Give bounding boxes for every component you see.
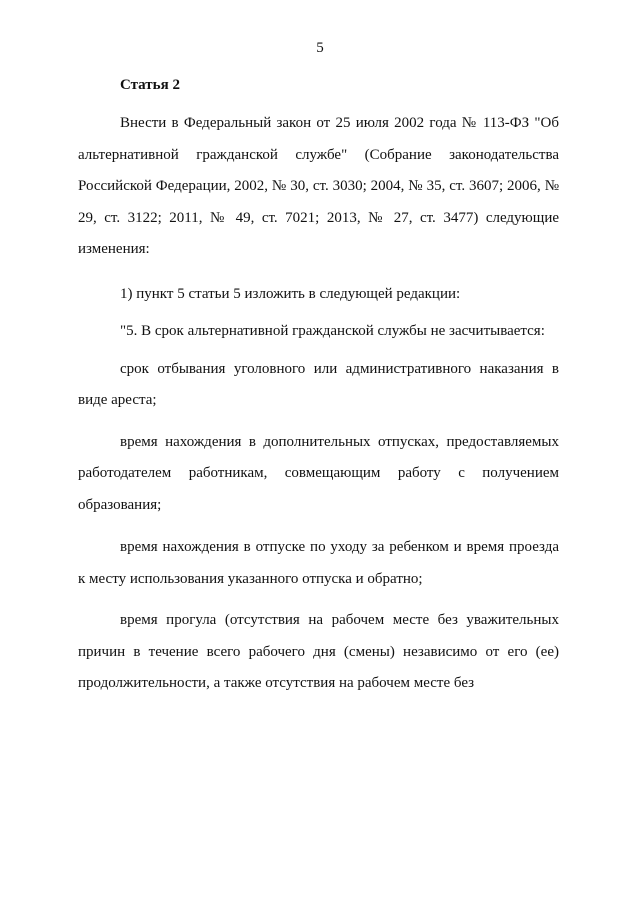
paragraph-clause-5: "5. В срок альтернативной гражданской службы не засчитывается:	[120, 323, 545, 339]
paragraph-additional-leave: время нахождения в дополнительных отпусках, предоставляемых работодателем работникам, совмещающим работу с получением образования;	[78, 433, 559, 513]
paragraph-item-1: 1) пункт 5 статьи 5 изложить в следующей редакции:	[120, 285, 461, 302]
paragraph-arrest: срок отбывания уголовного или административного наказания в виде ареста;	[78, 360, 559, 408]
paragraph-intro: Внести в Федеральный закон от 25 июля 2002 года № 113-ФЗ "Об альтернативной гражданской службе" (Собрание законодательства Российской Федерации, 2002, № 30, ст. 3030; 2004, № 35, ст. 3607; 2006, № 29, ст. 3122; 2011, № 49, ст. 7021; 2013, № 27, ст. 3477) следующие изменения:	[78, 115, 559, 257]
paragraph-childcare-leave: время нахождения в отпуске по уходу за ребенком и время проезда к месту использования указанного отпуска и обратно;	[78, 539, 559, 587]
article-title: Статья 2	[120, 77, 180, 93]
article-body	[78, 75, 559, 700]
page-number: 5	[316, 40, 324, 56]
paragraph-absence: время прогула (отсутствия на рабочем месте без уважительных причин в течение всего рабочего дня (смены) независимо от его (ее) продолжительности, а также отсутствия на рабочем месте без	[78, 612, 559, 691]
